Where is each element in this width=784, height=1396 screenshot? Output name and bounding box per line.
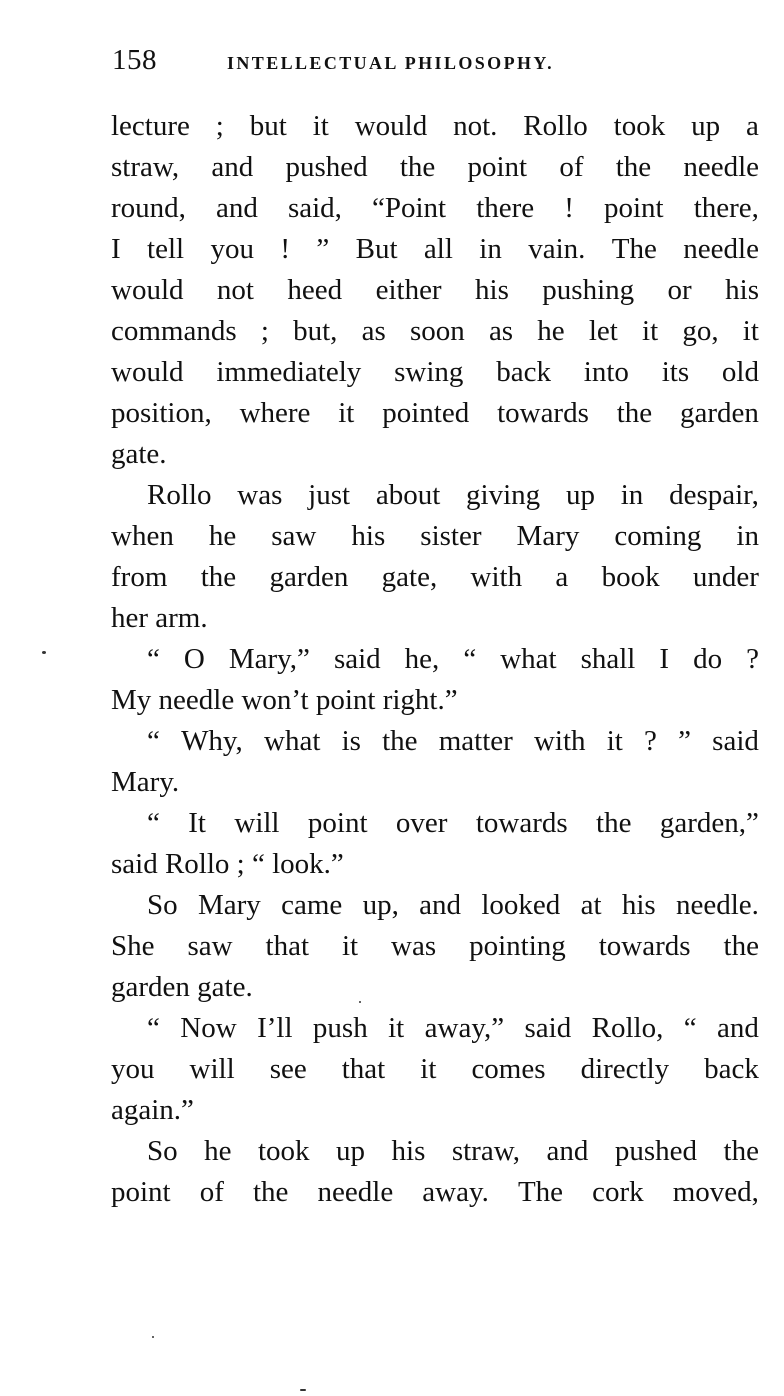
word: point (604, 192, 664, 224)
word: a (746, 110, 759, 142)
text-line: Mary. (111, 766, 180, 798)
ink-speck (152, 1336, 154, 1338)
word: and (211, 151, 254, 183)
word: it (338, 397, 355, 429)
word: would (354, 110, 428, 142)
text-line (111, 1131, 759, 1172)
word: was (391, 930, 437, 962)
word: garden (269, 561, 349, 593)
word: and (419, 889, 462, 921)
word: directly (580, 1053, 670, 1085)
word: lecture (111, 110, 190, 142)
word: his (351, 520, 386, 552)
word: up (336, 1135, 366, 1167)
word: ? (644, 725, 657, 757)
text-line (111, 311, 759, 352)
word: do (693, 643, 723, 675)
word: comes (471, 1053, 546, 1085)
word: pushed (614, 1135, 698, 1167)
word: came (281, 889, 343, 921)
word: heed (287, 274, 343, 306)
word: “ (147, 1012, 160, 1044)
word: said (333, 643, 381, 675)
word: vain. (528, 233, 586, 265)
word: looked (481, 889, 561, 921)
text-line (111, 188, 759, 229)
word: but (249, 110, 287, 142)
word: said, (287, 192, 342, 224)
text-line (111, 803, 759, 844)
word: and (216, 192, 258, 224)
word: not. (453, 110, 498, 142)
word: ; (215, 110, 224, 142)
ink-speck (42, 651, 46, 654)
word: “Point (372, 192, 447, 224)
word: Mary (516, 520, 580, 552)
text-line (111, 106, 759, 147)
word: ” (678, 725, 691, 757)
word: from (111, 561, 168, 593)
word: needle (683, 233, 759, 265)
word: straw, (111, 151, 180, 183)
word: ” (316, 233, 330, 265)
word: ! (280, 233, 291, 265)
word: I’ll (257, 1012, 293, 1044)
word: when (111, 520, 174, 552)
word: see (269, 1053, 307, 1085)
text-line (111, 147, 759, 188)
word: what (264, 725, 321, 757)
word: O (183, 643, 205, 675)
word: So (147, 889, 178, 921)
word: will (189, 1053, 235, 1085)
word: position, (111, 397, 212, 429)
word: sister (420, 520, 482, 552)
ink-speck (359, 1001, 361, 1003)
word: So (147, 1135, 178, 1167)
word: “ (147, 725, 160, 757)
word: pointed (382, 397, 470, 429)
word: needle. (675, 889, 759, 921)
word: said (524, 1012, 572, 1044)
word: The (517, 1176, 564, 1208)
word: his (621, 889, 656, 921)
word: of (199, 1176, 224, 1208)
word: its (661, 356, 690, 388)
word: the (615, 151, 652, 183)
word: said (712, 725, 759, 757)
text-line: My needle won’t point right.” (111, 684, 458, 716)
text-line (111, 516, 759, 557)
text-line: gate. (111, 438, 167, 470)
word: pushing (542, 274, 635, 306)
word: book (601, 561, 660, 593)
running-title: INTELLECTUAL PHILOSOPHY. (227, 53, 555, 73)
word: about (375, 479, 441, 511)
word: he (204, 1135, 232, 1167)
word: “ (463, 643, 477, 675)
text-line (111, 721, 759, 762)
word: saw (187, 930, 233, 962)
word: towards (475, 807, 568, 839)
word: and (546, 1135, 589, 1167)
word: that (265, 930, 310, 962)
word: it (642, 315, 659, 347)
word: a (555, 561, 569, 593)
text-line (111, 639, 759, 680)
text-line (111, 352, 759, 393)
word: But (355, 233, 398, 265)
word: straw, (451, 1135, 521, 1167)
word: in (736, 520, 759, 552)
word: his (475, 274, 509, 306)
word: it (742, 315, 759, 347)
word: with (533, 725, 586, 757)
word: towards (598, 930, 691, 962)
word: commands (111, 315, 237, 347)
word: point (467, 151, 528, 183)
text-line (111, 1049, 759, 1090)
word: it (312, 110, 329, 142)
word: Rollo (523, 110, 588, 142)
word: but, (293, 315, 338, 347)
word: “ (147, 643, 160, 675)
word: his (725, 274, 759, 306)
text-line: her arm. (111, 602, 208, 634)
text-line (111, 475, 759, 516)
word: with (470, 561, 523, 593)
word: it (420, 1053, 437, 1085)
word: as (488, 315, 514, 347)
word: giving (466, 479, 541, 511)
text-line (111, 1008, 759, 1049)
word: would (111, 356, 184, 388)
word: up, (362, 889, 399, 921)
word: the (200, 561, 237, 593)
word: shall (580, 643, 636, 675)
word: it (341, 930, 359, 962)
word: and (717, 1012, 759, 1044)
word: his (391, 1135, 426, 1167)
text-line (111, 926, 759, 967)
running-head (112, 44, 757, 84)
word: where (239, 397, 311, 429)
word: point (111, 1176, 171, 1208)
word: it (606, 725, 623, 757)
word: Now (180, 1012, 237, 1044)
word: you (210, 233, 254, 265)
word: not (216, 274, 254, 306)
text-line (111, 557, 759, 598)
word: saw (271, 520, 317, 552)
word: garden,” (659, 807, 759, 839)
word: ? (746, 643, 759, 675)
word: he (208, 520, 237, 552)
word: away. (422, 1176, 489, 1208)
word: back (704, 1053, 759, 1085)
word: under (692, 561, 759, 593)
word: over (395, 807, 448, 839)
word: the (596, 807, 632, 839)
word: will (234, 807, 280, 839)
word: the (616, 397, 653, 429)
word: the (723, 1135, 759, 1167)
word: “ (683, 1012, 697, 1044)
word: push (312, 1012, 368, 1044)
word: Rollo, (591, 1012, 664, 1044)
word: Rollo (147, 479, 212, 511)
ink-speck (300, 1389, 306, 1391)
word: in (479, 233, 502, 265)
text-line (111, 229, 759, 270)
word: would (111, 274, 184, 306)
word: old (721, 356, 759, 388)
word: towards (497, 397, 589, 429)
word: into (583, 356, 629, 388)
page-number: 158 (112, 44, 157, 76)
word: the (399, 151, 436, 183)
text-line (111, 270, 759, 311)
word: away,” (424, 1012, 505, 1044)
word: up (691, 110, 721, 142)
word: I (659, 643, 670, 675)
word: swing (394, 356, 464, 388)
word: of (559, 151, 584, 183)
word: despair, (669, 479, 759, 511)
word: coming (614, 520, 702, 552)
text-line (111, 1172, 759, 1213)
word: needle (683, 151, 759, 183)
text-line: garden gate. (111, 971, 253, 1003)
word: moved, (672, 1176, 759, 1208)
word: all (423, 233, 453, 265)
word: took (257, 1135, 310, 1167)
word: go, (682, 315, 719, 347)
word: is (341, 725, 361, 757)
word: I (111, 233, 121, 265)
word: tell (147, 233, 185, 265)
word: that (341, 1053, 386, 1085)
word: garden (680, 397, 759, 429)
word: up (565, 479, 595, 511)
word: what (500, 643, 557, 675)
word: immediately (216, 356, 362, 388)
word: took (613, 110, 666, 142)
text-line (111, 885, 759, 926)
word: point (307, 807, 368, 839)
text-line: again.” (111, 1094, 194, 1126)
word: you (111, 1053, 155, 1085)
word: at (580, 889, 602, 921)
word: It (188, 807, 206, 839)
word: the (382, 725, 418, 757)
word: was (237, 479, 283, 511)
word: matter (438, 725, 513, 757)
word: ! (564, 192, 574, 224)
word: he, (404, 643, 440, 675)
word: he (537, 315, 565, 347)
word: needle (317, 1176, 394, 1208)
word: soon (409, 315, 465, 347)
text-line (111, 393, 759, 434)
word: back (496, 356, 551, 388)
word: cork (592, 1176, 644, 1208)
word: Mary (197, 889, 261, 921)
word: as (361, 315, 386, 347)
word: the (252, 1176, 289, 1208)
word: Why, (181, 725, 243, 757)
word: pushed (285, 151, 368, 183)
word: in (620, 479, 644, 511)
word: The (611, 233, 657, 265)
word: let (588, 315, 618, 347)
word: the (723, 930, 759, 962)
word: ; (260, 315, 269, 347)
word: pointing (469, 930, 566, 962)
word: round, (111, 192, 186, 224)
word: Mary,” (228, 643, 310, 675)
word: gate, (381, 561, 438, 593)
word: just (308, 479, 351, 511)
word: either (375, 274, 442, 306)
text-line: said Rollo ; “ look.” (111, 848, 344, 880)
word: “ (147, 807, 160, 839)
word: there (476, 192, 535, 224)
word: She (111, 930, 155, 962)
body-text (111, 106, 759, 1213)
word: there, (693, 192, 759, 224)
word: or (667, 274, 692, 306)
word: it (388, 1012, 405, 1044)
